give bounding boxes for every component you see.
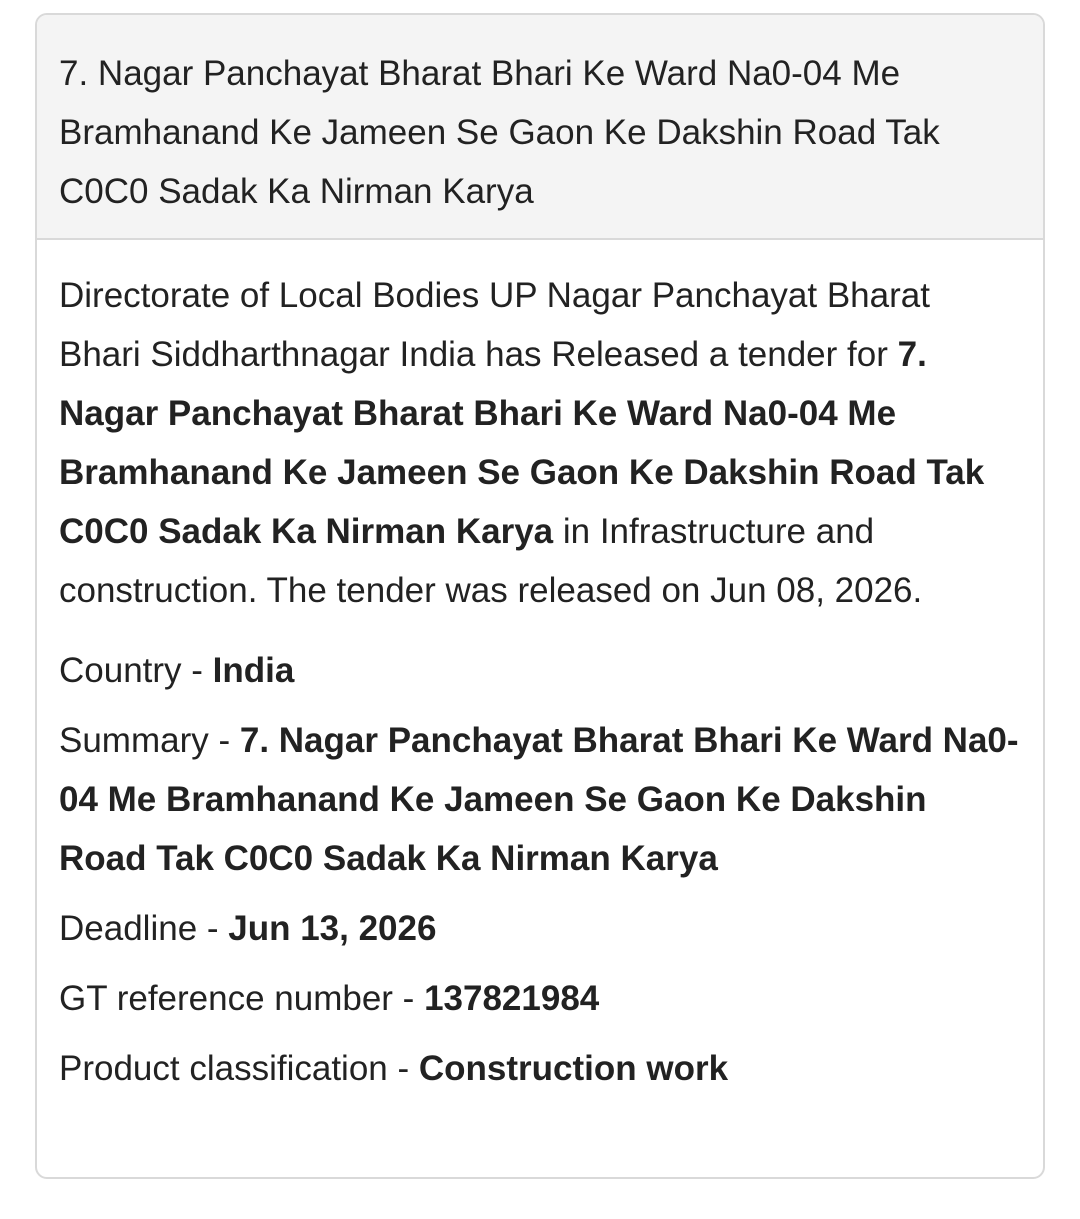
product-classification-row	[59, 1039, 1021, 1098]
deadline-label: Deadline -	[59, 909, 229, 948]
deadline-row	[59, 899, 1021, 958]
summary-label: Summary -	[59, 721, 240, 760]
gt-reference-label: GT reference number -	[59, 979, 425, 1018]
tender-description	[59, 266, 1021, 620]
description-tender-title: 7. Nagar Panchayat Bharat Bhari Ke Ward Na0-04 Me Bramhanand Ke Jameen Se Gaon Ke Dakshin Road Tak C0C0 Sadak Ka Nirman Karya	[59, 335, 985, 551]
country-value: India	[212, 651, 295, 690]
description-prefix: Directorate of Local Bodies UP Nagar Panchayat Bharat Bhari Siddharthnagar India has Released a tender for	[59, 276, 930, 374]
tender-card-header	[37, 15, 1043, 240]
summary-row	[59, 711, 1021, 888]
country-row	[59, 641, 1021, 700]
summary-value: 7. Nagar Panchayat Bharat Bhari Ke Ward Na0-04 Me Bramhanand Ke Jameen Se Gaon Ke Dakshin Road Tak C0C0 Sadak Ka Nirman Karya	[59, 721, 1019, 878]
gt-reference-value: 137821984	[424, 979, 600, 1018]
tender-card-body	[37, 240, 1043, 1098]
deadline-value: Jun 13, 2026	[228, 909, 437, 948]
tender-card	[35, 13, 1045, 1179]
product-classification-value: Construction work	[418, 1049, 729, 1088]
gt-reference-row	[59, 969, 1021, 1028]
product-classification-label: Product classification -	[59, 1049, 419, 1088]
description-suffix: in Infrastructure and construction. The tender was released on Jun 08, 2026.	[59, 512, 923, 610]
country-label: Country -	[59, 651, 213, 690]
tender-title[interactable]: 7. Nagar Panchayat Bharat Bhari Ke Ward Na0-04 Me Bramhanand Ke Jameen Se Gaon Ke Dakshin Road Tak C0C0 Sadak Ka Nirman Karya	[59, 54, 940, 211]
